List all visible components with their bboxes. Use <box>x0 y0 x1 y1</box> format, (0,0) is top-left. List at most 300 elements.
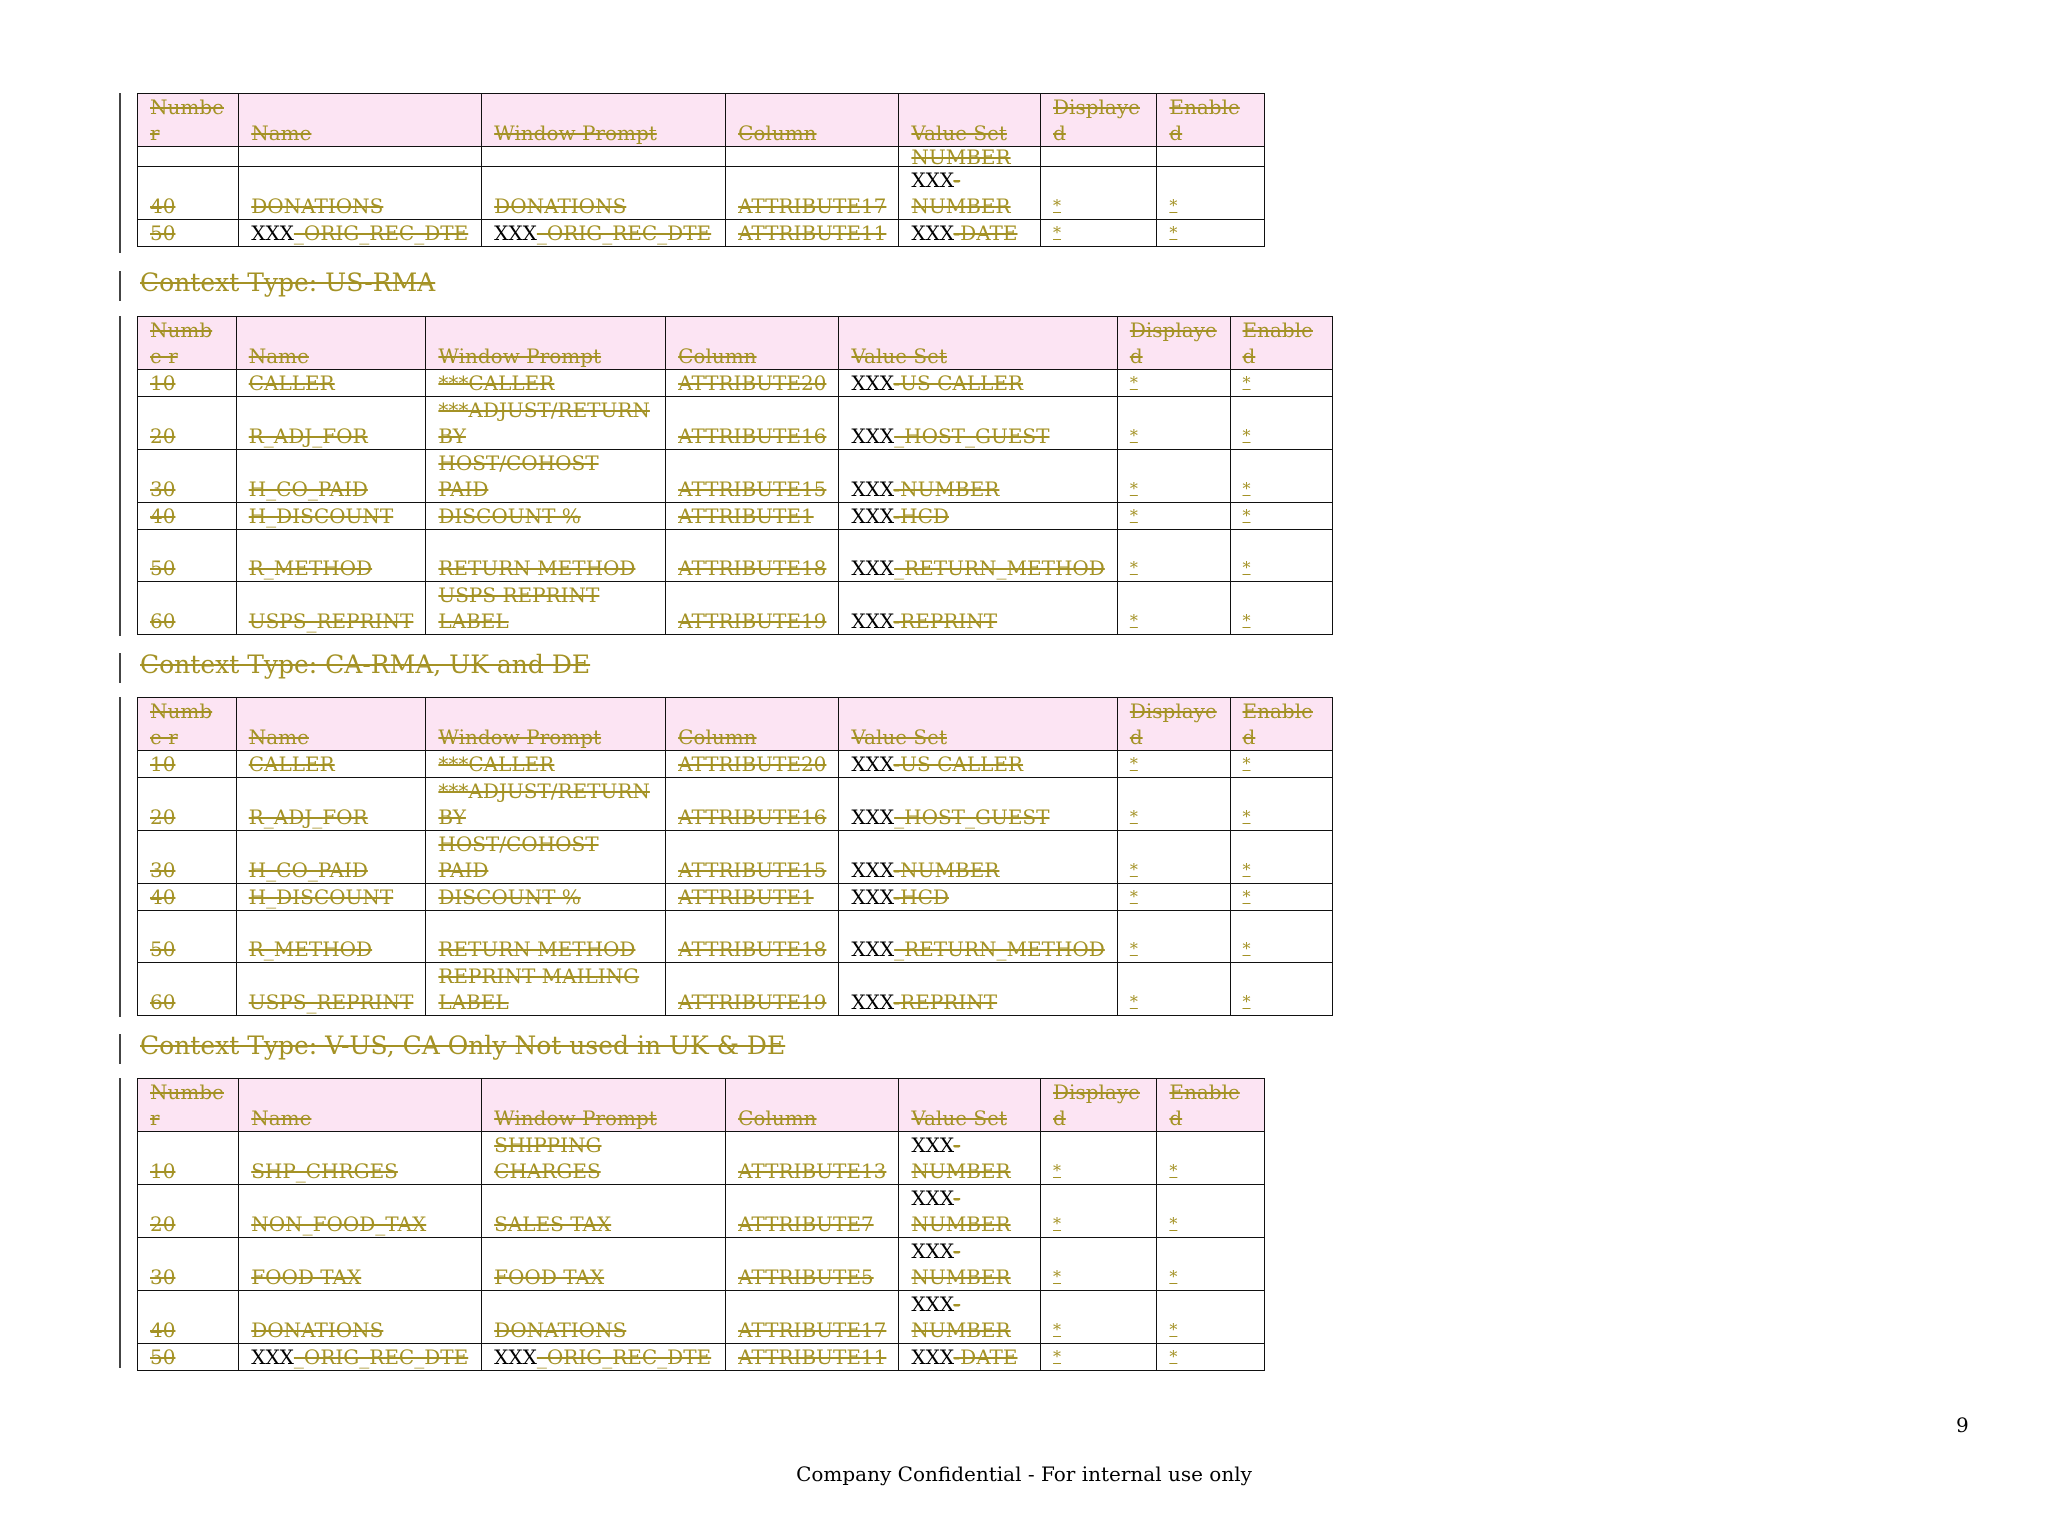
cell-number <box>138 167 239 220</box>
cell-value-set <box>839 884 1117 911</box>
cell-displayed <box>1117 963 1230 1016</box>
cell-name <box>236 963 426 1016</box>
deleted-text: USPS_REPRINT <box>248 609 414 633</box>
deleted-text: * <box>1169 1320 1178 1339</box>
flexfield-table-1 <box>137 93 1265 247</box>
context-heading-us-rma: Context Type: US-RMA <box>140 268 436 297</box>
cell-name <box>239 1238 482 1291</box>
header-label: Column <box>678 725 757 749</box>
deleted-text: ATTRIBUTE18 <box>678 556 827 580</box>
inserted-text: XXX <box>851 937 895 961</box>
cell-number <box>138 1238 239 1291</box>
cell-column <box>666 530 839 582</box>
header-label: Window Prompt <box>494 1106 657 1130</box>
deleted-text: -US CALLER <box>893 371 1024 395</box>
cell-name <box>239 1344 482 1371</box>
cell-displayed <box>1117 370 1230 397</box>
deleted-text: 50 <box>150 556 176 580</box>
deleted-text: * <box>1053 1267 1062 1286</box>
deleted-text: 30 <box>150 477 176 501</box>
cell-window-prompt <box>426 778 666 831</box>
cell-enabled <box>1230 884 1332 911</box>
header-enabled <box>1230 317 1332 370</box>
cell-enabled <box>1230 831 1332 884</box>
page-number: 9 <box>1956 1413 1969 1437</box>
deleted-text: * <box>1129 506 1138 525</box>
header-label: Column <box>738 121 817 145</box>
deleted-text: -US CALLER <box>893 752 1024 776</box>
header-name <box>236 698 426 751</box>
deleted-text: H_CO_PAID <box>248 858 368 882</box>
cell-number <box>138 370 237 397</box>
cell-column <box>666 503 839 530</box>
change-bar <box>119 653 121 683</box>
table-row <box>138 751 1333 778</box>
inserted-text: XXX <box>851 609 894 633</box>
header-label: Enabled <box>1169 1080 1240 1130</box>
cell-number <box>138 911 237 963</box>
header-label: Name <box>251 121 312 145</box>
cell-value-set <box>899 1238 1041 1291</box>
deleted-text: 10 <box>150 371 176 395</box>
header-label: Enabled <box>1242 318 1313 368</box>
cell-value-set <box>899 1291 1041 1344</box>
inserted-text: XXX <box>911 168 954 192</box>
deleted-text: FOOD TAX <box>494 1265 605 1289</box>
deleted-text: 40 <box>150 194 176 218</box>
header-label: Name <box>251 1106 312 1130</box>
inserted-text: XXX <box>851 885 894 909</box>
deleted-text: * <box>1242 426 1251 445</box>
deleted-text: * <box>1242 887 1251 906</box>
cell-displayed <box>1117 582 1230 635</box>
deleted-text: * <box>1129 373 1138 392</box>
deleted-text: ATTRIBUTE1 <box>678 504 814 528</box>
header-label: Displaye d <box>1053 95 1140 145</box>
cell-value-set <box>839 503 1117 530</box>
cell-name <box>239 147 482 167</box>
deleted-text: -NUMBER <box>911 1239 1011 1289</box>
cell-value-set <box>839 582 1117 635</box>
header-label: Column <box>738 1106 817 1130</box>
deleted-text: * <box>1053 1320 1062 1339</box>
header-label: Value Set <box>911 121 1007 145</box>
cell-column <box>666 778 839 831</box>
cell-displayed <box>1117 778 1230 831</box>
deleted-text: ATTRIBUTE17 <box>738 194 887 218</box>
cell-window-prompt <box>426 503 666 530</box>
table-row <box>138 530 1333 582</box>
inserted-text: XXX <box>911 1133 954 1157</box>
cell-enabled <box>1157 1185 1265 1238</box>
cell-enabled <box>1230 963 1332 1016</box>
deleted-text: _RETURN_METHOD <box>894 556 1105 580</box>
deleted-text: -DATE <box>953 1345 1018 1369</box>
inserted-text: XXX <box>911 221 954 245</box>
table-row <box>138 963 1333 1016</box>
deleted-text: RETURN METHOD <box>438 556 636 580</box>
deleted-text: DONATIONS <box>494 194 627 218</box>
cell-window-prompt <box>426 884 666 911</box>
inserted-text: XXX <box>851 556 895 580</box>
deleted-text: ATTRIBUTE18 <box>678 937 827 961</box>
cell-enabled <box>1230 397 1332 450</box>
deleted-text: ***CALLER <box>438 752 555 776</box>
deleted-text: 30 <box>150 1265 176 1289</box>
header-label: Displaye d <box>1053 1080 1140 1130</box>
deleted-text: CALLER <box>248 371 335 395</box>
cell-window-prompt <box>426 963 666 1016</box>
cell-value-set <box>839 530 1117 582</box>
deleted-text: * <box>1053 1347 1062 1366</box>
deleted-text: 50 <box>150 1345 176 1369</box>
header-enabled <box>1157 94 1265 147</box>
header-displayed <box>1041 94 1157 147</box>
header-number <box>138 1079 239 1132</box>
cell-displayed <box>1117 450 1230 503</box>
cell-window-prompt <box>426 751 666 778</box>
deleted-text: 30 <box>150 858 176 882</box>
change-bar <box>119 1078 121 1368</box>
cell-enabled <box>1157 1238 1265 1291</box>
deleted-text: REPRINT MAILING LABEL <box>438 964 640 1014</box>
cell-number <box>138 1344 239 1371</box>
cell-column <box>666 911 839 963</box>
deleted-text: 40 <box>150 1318 176 1342</box>
header-window-prompt <box>482 1079 726 1132</box>
header-name <box>239 94 482 147</box>
header-enabled <box>1230 698 1332 751</box>
deleted-text: USPS REPRINT LABEL <box>438 583 600 633</box>
header-name <box>239 1079 482 1132</box>
cell-name <box>236 582 426 635</box>
table-row <box>138 450 1333 503</box>
header-label: Enabled <box>1169 95 1240 145</box>
cell-window-prompt <box>426 831 666 884</box>
deleted-text: R_ADJ_FOR <box>248 805 368 829</box>
table-header-row <box>138 94 1265 147</box>
cell-name <box>236 884 426 911</box>
header-label: Numbe r <box>150 1080 224 1130</box>
cell-value-set <box>839 397 1117 450</box>
deleted-text: FOOD TAX <box>251 1265 362 1289</box>
deleted-text: R_ADJ_FOR <box>248 424 368 448</box>
deleted-text: NON_FOOD_TAX <box>251 1212 427 1236</box>
deleted-text: _ORIG_REC_DTE <box>536 1345 712 1369</box>
deleted-text: * <box>1169 1347 1178 1366</box>
header-label: Numbe r <box>150 318 213 368</box>
deleted-text: * <box>1242 479 1251 498</box>
cell-column <box>726 1238 899 1291</box>
header-label: Window Prompt <box>494 121 657 145</box>
deleted-text: ATTRIBUTE17 <box>738 1318 887 1342</box>
change-bar <box>119 697 121 1017</box>
deleted-text: ***ADJUST/RETURN BY <box>438 779 650 829</box>
cell-number <box>138 582 237 635</box>
deleted-text: HOST/COHOST PAID <box>438 451 599 501</box>
cell-column <box>666 582 839 635</box>
cell-displayed <box>1117 911 1230 963</box>
table-row <box>138 1344 1265 1371</box>
deleted-text: H_CO_PAID <box>248 477 368 501</box>
cell-window-prompt <box>426 911 666 963</box>
cell-value-set <box>899 1185 1041 1238</box>
deleted-text: * <box>1242 373 1251 392</box>
cell-value-set <box>899 1344 1041 1371</box>
cell-number <box>138 397 237 450</box>
cell-displayed <box>1117 831 1230 884</box>
header-value-set <box>839 698 1117 751</box>
deleted-text: SALES TAX <box>494 1212 612 1236</box>
cell-name <box>236 450 426 503</box>
deleted-text: _HOST_GUEST <box>894 424 1050 448</box>
deleted-text: ATTRIBUTE5 <box>738 1265 874 1289</box>
cell-value-set <box>839 370 1117 397</box>
deleted-text: R_METHOD <box>248 937 373 961</box>
header-label: Window Prompt <box>438 344 602 368</box>
cell-name <box>236 530 426 582</box>
deleted-text: H_DISCOUNT <box>248 504 394 528</box>
cell-enabled <box>1230 751 1332 778</box>
cell-enabled <box>1157 1344 1265 1371</box>
deleted-text: HOST/COHOST PAID <box>438 832 599 882</box>
header-label: Value Set <box>911 1106 1007 1130</box>
cell-name <box>236 397 426 450</box>
cell-name <box>236 778 426 831</box>
deleted-text: ATTRIBUTE13 <box>738 1159 887 1183</box>
deleted-text: * <box>1129 558 1138 577</box>
deleted-text: * <box>1129 754 1138 773</box>
cell-enabled <box>1230 582 1332 635</box>
cell-column <box>666 751 839 778</box>
deleted-text: RETURN METHOD <box>438 937 636 961</box>
deleted-text: * <box>1242 558 1251 577</box>
cell-column <box>726 167 899 220</box>
header-label: Window Prompt <box>438 725 602 749</box>
cell-displayed <box>1041 1132 1157 1185</box>
deleted-text: 20 <box>150 424 176 448</box>
deleted-text: ATTRIBUTE19 <box>678 990 827 1014</box>
cell-number <box>138 147 239 167</box>
deleted-text: _ORIG_REC_DTE <box>293 221 469 245</box>
cell-column <box>666 963 839 1016</box>
cell-name <box>239 1132 482 1185</box>
inserted-text: XXX <box>851 805 895 829</box>
inserted-text: XXX <box>851 477 894 501</box>
deleted-text: -REPRINT <box>893 609 998 633</box>
deleted-text: * <box>1129 939 1138 958</box>
deleted-text: * <box>1242 992 1251 1011</box>
cell-displayed <box>1041 1344 1157 1371</box>
inserted-text: XXX <box>251 1345 294 1369</box>
change-bar <box>119 1034 121 1064</box>
deleted-text: 50 <box>150 937 176 961</box>
deleted-text: DISCOUNT % <box>438 504 581 528</box>
cell-column <box>666 831 839 884</box>
deleted-text: * <box>1169 1267 1178 1286</box>
inserted-text: XXX <box>851 858 894 882</box>
cell-window-prompt <box>482 1132 726 1185</box>
table-row <box>138 503 1333 530</box>
cell-column <box>666 397 839 450</box>
header-label: Numbe r <box>150 95 224 145</box>
cell-number <box>138 450 237 503</box>
cell-name <box>236 751 426 778</box>
header-displayed <box>1117 317 1230 370</box>
table-row <box>138 831 1333 884</box>
cell-enabled <box>1157 220 1265 247</box>
header-column <box>726 94 899 147</box>
deleted-text: -NUMBER <box>893 477 1000 501</box>
deleted-text: 50 <box>150 221 176 245</box>
deleted-text: ATTRIBUTE16 <box>678 424 827 448</box>
table-row <box>138 147 1265 167</box>
deleted-text: 40 <box>150 504 176 528</box>
header-column <box>666 317 839 370</box>
header-label: Column <box>678 344 757 368</box>
deleted-text: ATTRIBUTE7 <box>738 1212 874 1236</box>
deleted-text: -NUMBER <box>911 168 1011 218</box>
deleted-text: * <box>1053 1214 1062 1233</box>
deleted-text: ***ADJUST/RETURN BY <box>438 398 650 448</box>
deleted-text: * <box>1053 196 1062 215</box>
header-name <box>236 317 426 370</box>
cell-name <box>236 503 426 530</box>
cell-enabled <box>1230 530 1332 582</box>
deleted-text: -NUMBER <box>911 1186 1011 1236</box>
inserted-text: XXX <box>851 504 894 528</box>
deleted-text: * <box>1169 1161 1178 1180</box>
deleted-text: _ORIG_REC_DTE <box>536 221 712 245</box>
context-heading-v-us-ca: Context Type: V-US, CA Only Not used in UK & DE <box>140 1031 786 1060</box>
cell-enabled <box>1157 1291 1265 1344</box>
deleted-text: DONATIONS <box>251 1318 384 1342</box>
deleted-text: * <box>1129 887 1138 906</box>
cell-number <box>138 220 239 247</box>
cell-name <box>239 220 482 247</box>
deleted-text: USPS_REPRINT <box>248 990 414 1014</box>
cell-value-set <box>839 450 1117 503</box>
cell-window-prompt <box>482 1344 726 1371</box>
cell-value-set <box>899 147 1041 167</box>
cell-name <box>239 1185 482 1238</box>
flexfield-table-us-rma <box>137 316 1333 635</box>
change-bar <box>119 316 121 636</box>
deleted-text: * <box>1129 807 1138 826</box>
deleted-text: ATTRIBUTE11 <box>738 221 887 245</box>
cell-value-set <box>899 1132 1041 1185</box>
inserted-text: XXX <box>911 1292 954 1316</box>
context-heading-ca-rma: Context Type: CA-RMA, UK and DE <box>140 650 591 679</box>
deleted-text: CALLER <box>248 752 335 776</box>
deleted-text: * <box>1053 223 1062 242</box>
deleted-text: 40 <box>150 885 176 909</box>
deleted-text: ATTRIBUTE11 <box>738 1345 887 1369</box>
footer-confidential: Company Confidential - For internal use only <box>796 1462 1252 1486</box>
deleted-text: DONATIONS <box>494 1318 627 1342</box>
deleted-text: * <box>1242 807 1251 826</box>
cell-displayed <box>1041 167 1157 220</box>
table-row <box>138 778 1333 831</box>
deleted-text: -DATE <box>953 221 1018 245</box>
header-label: Numbe r <box>150 699 213 749</box>
deleted-text: * <box>1129 611 1138 630</box>
inserted-text: XXX <box>494 1345 537 1369</box>
header-label: Displaye d <box>1129 318 1217 368</box>
table-row <box>138 884 1333 911</box>
deleted-text: 20 <box>150 805 176 829</box>
inserted-text: XXX <box>911 1345 954 1369</box>
cell-number <box>138 963 237 1016</box>
inserted-text: XXX <box>851 990 894 1014</box>
cell-name <box>239 1291 482 1344</box>
cell-enabled <box>1230 503 1332 530</box>
cell-name <box>236 911 426 963</box>
flexfield-table-v-us-ca <box>137 1078 1265 1371</box>
cell-value-set <box>839 963 1117 1016</box>
deleted-text: * <box>1129 860 1138 879</box>
deleted-text: -HCD <box>893 885 949 909</box>
cell-window-prompt <box>482 220 726 247</box>
cell-column <box>666 884 839 911</box>
cell-window-prompt <box>426 370 666 397</box>
cell-displayed <box>1117 397 1230 450</box>
deleted-text: -NUMBER <box>893 858 1000 882</box>
cell-displayed <box>1117 503 1230 530</box>
inserted-text: XXX <box>911 1239 954 1263</box>
deleted-text: * <box>1242 506 1251 525</box>
inserted-text: XXX <box>911 1186 954 1210</box>
inserted-text: XXX <box>851 424 895 448</box>
cell-number <box>138 1132 239 1185</box>
cell-displayed <box>1041 1185 1157 1238</box>
deleted-text: NUMBER <box>911 145 1011 169</box>
deleted-text: _HOST_GUEST <box>894 805 1050 829</box>
deleted-text: ATTRIBUTE15 <box>678 477 827 501</box>
header-number <box>138 698 237 751</box>
header-label: Name <box>248 344 309 368</box>
cell-number <box>138 1185 239 1238</box>
table-row <box>138 1291 1265 1344</box>
change-bar <box>119 93 121 253</box>
header-displayed <box>1041 1079 1157 1132</box>
cell-window-prompt <box>482 1291 726 1344</box>
deleted-text: -NUMBER <box>911 1133 1011 1183</box>
deleted-text: * <box>1169 196 1178 215</box>
deleted-text: -NUMBER <box>911 1292 1011 1342</box>
deleted-text: H_DISCOUNT <box>248 885 394 909</box>
cell-column <box>726 1185 899 1238</box>
change-bar <box>119 271 121 301</box>
deleted-text: DONATIONS <box>251 194 384 218</box>
cell-name <box>236 831 426 884</box>
table-header-row <box>138 317 1333 370</box>
deleted-text: * <box>1242 860 1251 879</box>
header-label: Value Set <box>851 725 947 749</box>
deleted-text: ATTRIBUTE1 <box>678 885 814 909</box>
deleted-text: ATTRIBUTE20 <box>678 752 827 776</box>
table-row <box>138 582 1333 635</box>
deleted-text: _ORIG_REC_DTE <box>293 1345 469 1369</box>
cell-column <box>726 220 899 247</box>
header-value-set <box>839 317 1117 370</box>
cell-number <box>138 831 237 884</box>
header-label: Enabled <box>1242 699 1313 749</box>
header-label: Value Set <box>851 344 947 368</box>
header-column <box>666 698 839 751</box>
cell-enabled <box>1157 1132 1265 1185</box>
header-value-set <box>899 94 1041 147</box>
